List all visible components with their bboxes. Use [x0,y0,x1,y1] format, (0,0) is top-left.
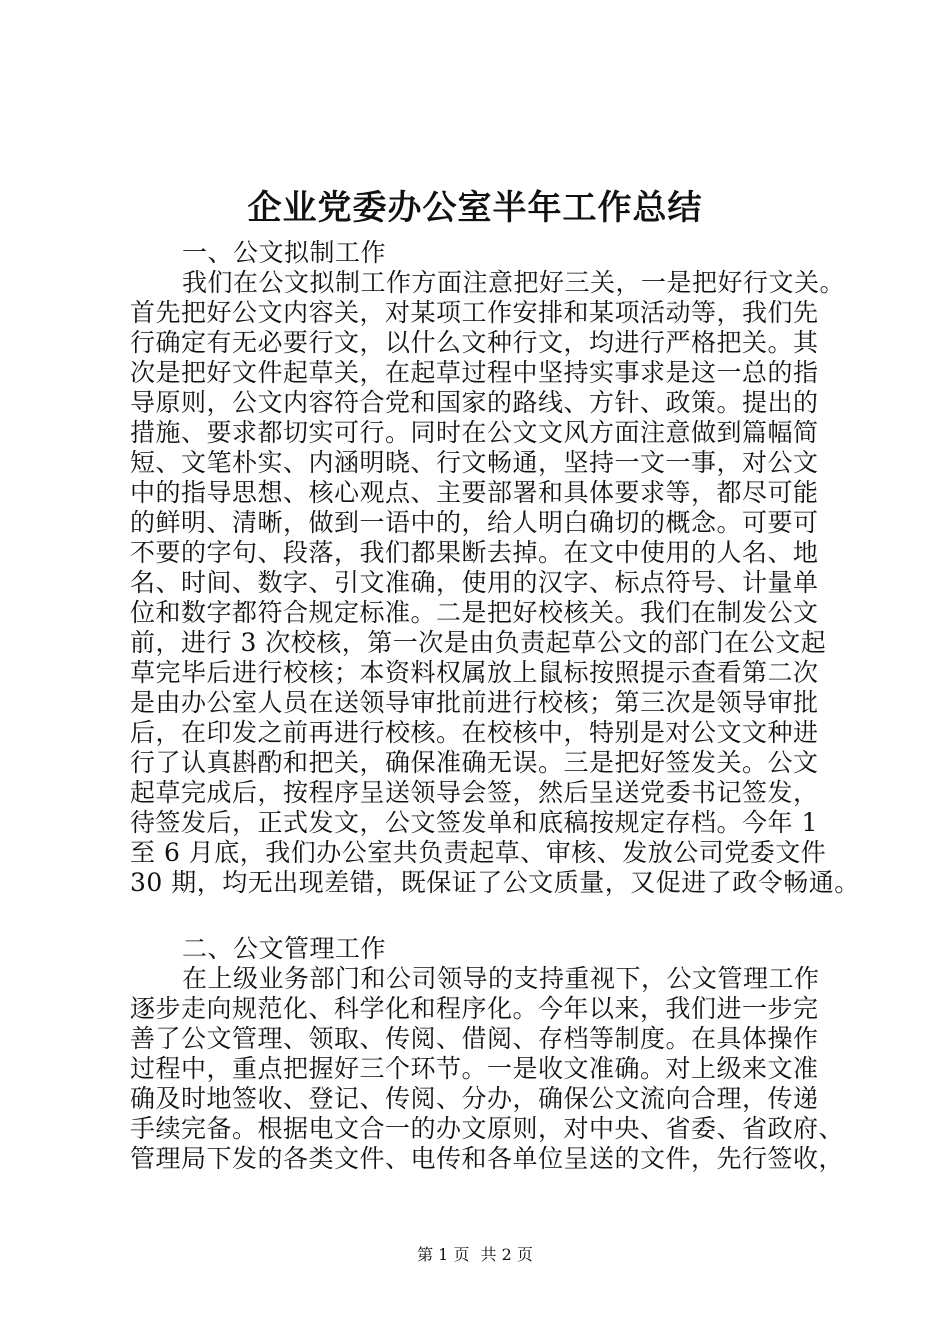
paragraph-line: 位和数字都符合规定标准。二是把好校核关。我们在制发公文 [130,598,819,627]
paragraph-line: 是由办公室人员在送领导审批前进行校核；第三次是领导审批 [130,688,819,717]
paragraph-line: 行确定有无必要行文，以什么文种行文，均进行严格把关。其 [130,328,819,357]
paragraph-line: 草完毕后进行校核；本资料权属放上鼠标按照提示查看第二次 [130,658,819,687]
page-total: 共 2 页 [480,1245,533,1264]
paragraph-line: 的鲜明、清晰，做到一语中的，给人明白确切的概念。可要可 [130,508,819,537]
paragraph-line: 管理局下发的各类文件、电传和各单位呈送的文件，先行签收， [130,1144,845,1173]
paragraph-line: 过程中，重点把握好三个环节。一是收文准确。对上级来文准 [130,1054,819,1083]
paragraph-line: 起草完成后，按程序呈送领导会签，然后呈送党委书记签发， [130,778,819,807]
paragraph-line: 30 期，均无出现差错，既保证了公文质量，又促进了政令畅通。 [130,868,860,897]
paragraph-line: 不要的字句、段落，我们都果断去掉。在文中使用的人名、地 [130,538,819,567]
section-heading: 一、公文拟制工作 [182,238,387,267]
paragraph-line: 措施、要求都切实可行。同时在公文文风方面注意做到篇幅简 [130,418,819,447]
paragraph-line: 前，进行 3 次校核，第一次是由负责起草公文的部门在公文起 [130,628,827,657]
page-footer [0,1244,950,1266]
document-title: 企业党委办公室半年工作总结 [247,188,703,228]
paragraph-line: 手续完备。根据电文合一的办文原则，对中央、省委、省政府、 [130,1114,845,1143]
paragraph-line: 待签发后，正式发文，公文签发单和底稿按规定存档。今年 1 [130,808,818,837]
paragraph-line: 中的指导思想、核心观点、主要部署和具体要求等，都尽可能 [130,478,819,507]
paragraph-line: 导原则，公文内容符合党和国家的路线、方针、政策。提出的 [130,388,819,417]
paragraph-line: 逐步走向规范化、科学化和程序化。今年以来，我们进一步完 [130,994,819,1023]
paragraph-line: 后，在印发之前再进行校核。在校核中，特别是对公文文种进 [130,718,819,747]
paragraph-line: 次是把好文件起草关，在起草过程中坚持实事求是这一总的指 [130,358,819,387]
paragraph-line: 至 6 月底，我们办公室共负责起草、审核、发放公司党委文件 [130,838,827,867]
paragraph-line: 首先把好公文内容关，对某项工作安排和某项活动等，我们先 [130,298,819,327]
paragraph-line: 我们在公文拟制工作方面注意把好三关，一是把好行文关。 [182,268,846,297]
paragraph-line: 名、时间、数字、引文准确，使用的汉字、标点符号、计量单 [130,568,819,597]
paragraph-line: 行了认真斟酌和把关，确保准确无误。三是把好签发关。公文 [130,748,819,777]
page-number: 第 1 页 [417,1245,470,1264]
section-2 [130,934,850,1174]
paragraph-line: 短、文笔朴实、内涵明晓、行文畅通，坚持一文一事，对公文 [130,448,819,477]
paragraph-line: 确及时地签收、登记、传阅、分办，确保公文流向合理，传递 [130,1084,819,1113]
paragraph-line: 在上级业务部门和公司领导的支持重视下，公文管理工作 [182,964,820,993]
paragraph-line: 善了公文管理、领取、传阅、借阅、存档等制度。在具体操作 [130,1024,819,1053]
section-heading: 二、公文管理工作 [182,934,387,963]
section-1 [130,238,860,898]
